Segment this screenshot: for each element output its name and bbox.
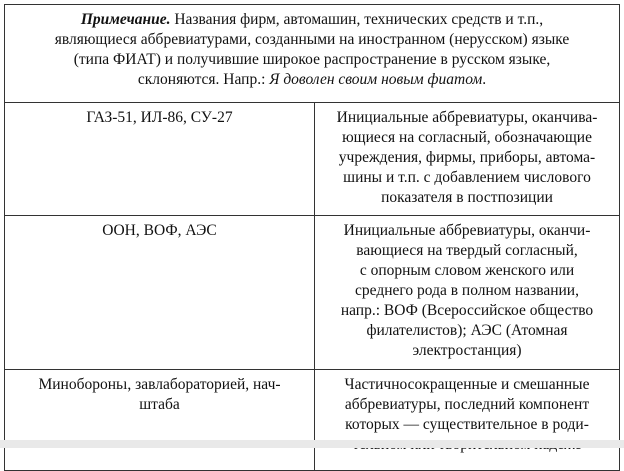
table-row xyxy=(5,103,620,216)
description-line: шины и т.п. с добавлением числового xyxy=(343,169,591,186)
description-line: с опорным словом женского или xyxy=(359,262,575,279)
note-line-4 xyxy=(5,70,619,90)
example-line: ГАЗ-51, ИЛ-86, СУ-27 xyxy=(86,109,233,126)
description-line: аббревиатуры, последний компонент xyxy=(344,396,590,413)
description-line: Частичносокращенные и смешанные xyxy=(344,376,590,393)
note-label: Примечание. xyxy=(80,11,171,28)
description-line: Инициальные аббревиатуры, оканчи- xyxy=(343,222,591,239)
note-line-2: являющиеся аббревиатурами, созданными на иностранном (нерусском) языке xyxy=(54,31,570,48)
reference-table xyxy=(4,4,620,471)
example-cell xyxy=(5,370,315,471)
description-line: электростанция) xyxy=(412,342,522,359)
note-line-3: (типа ФИАТ) и получившие широкое распространение в русском языке, xyxy=(73,51,551,68)
description-cell xyxy=(315,216,620,370)
note-line-1 xyxy=(5,10,619,30)
example-line: ООН, ВОФ, АЭС xyxy=(102,222,217,239)
note-example-suffix: . xyxy=(482,71,487,88)
description-cell xyxy=(315,103,620,216)
example-line: Минобороньı, завлабораторией, нач- xyxy=(38,376,281,393)
note-cell xyxy=(5,5,620,103)
example-cell xyxy=(5,216,315,370)
description-line: показателя в постпозиции xyxy=(381,189,553,206)
description-line: Инициальные аббревиатуры, оканчива- xyxy=(336,109,598,126)
note-example: Я доволен своим новым фиатом xyxy=(269,71,483,88)
description-cell xyxy=(315,370,620,471)
example-cell xyxy=(5,103,315,216)
note-line-1-text: Названия фирм, автомашин, технических средств и т.п., xyxy=(170,11,544,28)
table-row xyxy=(5,370,620,471)
description-line: которых — существительное в роди- xyxy=(345,416,589,433)
page-bottom-strip xyxy=(0,440,624,448)
description-line: ющиеся на согласный, обозначающие xyxy=(342,129,592,146)
table-row xyxy=(5,216,620,370)
description-line: филателистов); АЭС (Атомная xyxy=(366,322,568,339)
example-line: штаба xyxy=(139,396,180,413)
note-example-prefix: склоняются. Напр.: xyxy=(137,71,270,88)
description-line: среднего рода в полном названии, xyxy=(355,282,579,299)
note-row xyxy=(5,5,620,103)
description-line: вающиеся на твердый согласный, xyxy=(356,242,578,259)
description-line: напр.: ВОФ (Всероссийское общество xyxy=(340,302,594,319)
description-line: учреждения, фирмы, приборы, автома- xyxy=(338,149,596,166)
